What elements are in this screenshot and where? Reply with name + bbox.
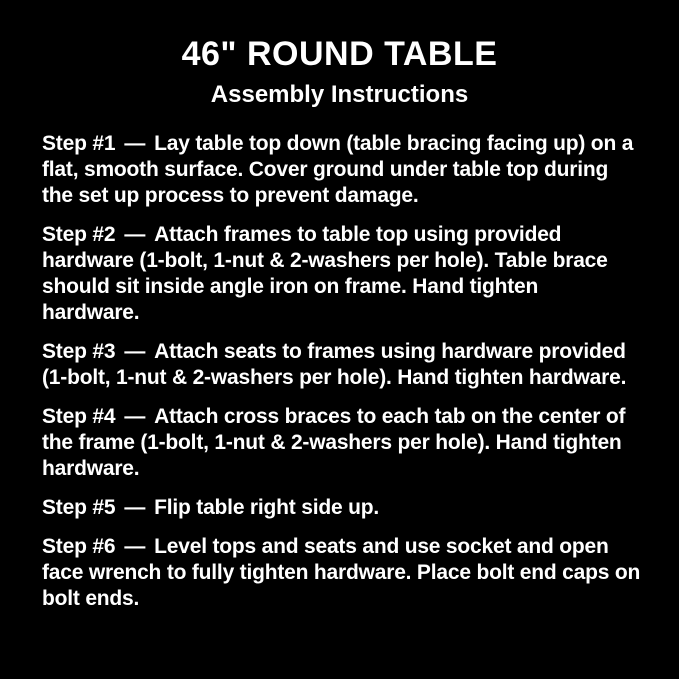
- step-item-3: [42, 339, 641, 391]
- step-label: Step #2: [42, 222, 116, 246]
- step-label: Step #4: [42, 404, 116, 428]
- step-text: Level tops and seats and use socket and open face wrench to fully tighten hardware. Place bolt end caps on bolt ends.: [42, 534, 641, 610]
- poster-header: [0, 0, 679, 109]
- step-item-4: [42, 404, 641, 482]
- step-item-2: [42, 222, 641, 326]
- step-text: Lay table top down (table bracing facing up) on a flat, smooth surface. Cover ground under table top during the set up process to prevent damage.: [42, 131, 634, 207]
- steps-list: [42, 131, 641, 612]
- step-dash: —: [124, 339, 146, 363]
- step-item-5: [42, 495, 641, 521]
- page-title: 46" ROUND TABLE: [181, 35, 498, 73]
- step-dash: —: [124, 404, 146, 428]
- page-subtitle: Assembly Instructions: [210, 81, 469, 109]
- step-label: Step #5: [42, 495, 116, 519]
- step-label: Step #6: [42, 534, 116, 558]
- step-dash: —: [124, 131, 146, 155]
- step-dash: —: [124, 495, 146, 519]
- step-item-6: [42, 534, 641, 612]
- step-dash: —: [124, 534, 146, 558]
- step-text: Attach seats to frames using hardware provided (1-bolt, 1-nut & 2-washers per hole). Hand tighten hardware.: [42, 339, 627, 389]
- step-label: Step #3: [42, 339, 116, 363]
- step-text: Attach cross braces to each tab on the center of the frame (1-bolt, 1-nut & 2-washers per hole). Hand tighten hardware.: [42, 404, 626, 480]
- step-label: Step #1: [42, 131, 116, 155]
- step-text: Flip table right side up.: [154, 495, 379, 519]
- step-dash: —: [124, 222, 146, 246]
- step-item-1: [42, 131, 641, 209]
- step-text: Attach frames to table top using provided hardware (1-bolt, 1-nut & 2-washers per hole). Table brace should sit inside angle iron on frame. Hand tighten hardware.: [42, 222, 608, 324]
